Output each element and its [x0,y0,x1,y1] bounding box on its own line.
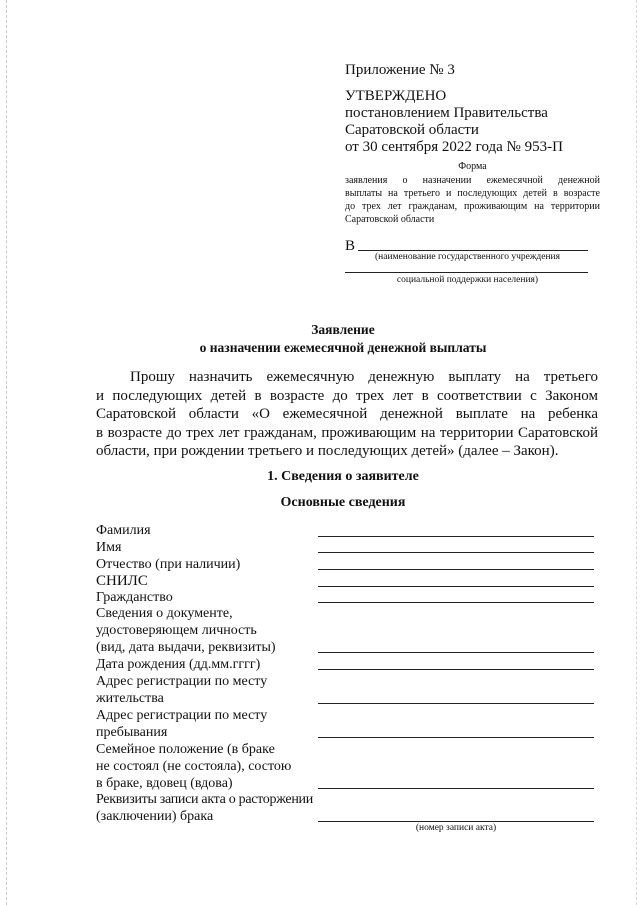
document-subtitle: о назначении ежемесячной денежной выплаты [199,340,487,355]
input-stay-address[interactable] [318,737,594,738]
request-line: Прошу назначить ежемесячную денежную выплату на третьего [130,369,598,385]
label-id-document-2: удостоверяющем личность [96,623,257,638]
document-title: Заявление [311,322,375,337]
input-residence-address[interactable] [318,703,594,704]
input-marital-status[interactable] [318,788,594,789]
form-label: Форма [458,161,487,172]
request-line: и последующих детей в возрасте до трех лет в соответствии с Законом [96,387,598,404]
input-surname[interactable] [318,536,594,537]
input-birth-date[interactable] [318,669,594,670]
marriage-act-caption: (номер записи акта) [415,823,497,833]
section-1-title: 1. Сведения о заявителе [267,469,419,484]
label-marital-status-1: Семейное положение (в браке [96,742,275,757]
label-citizenship: Гражданство [96,590,173,605]
label-residence-address-2: жительства [96,691,164,706]
label-name: Имя [96,540,122,555]
request-paragraph [96,368,598,461]
form-description [345,174,600,226]
addressee-line-2[interactable] [345,272,588,273]
label-marriage-act-1: Реквизиты записи акта о расторжении [96,792,313,807]
label-residence-address-1: Адрес регистрации по месту [96,674,268,689]
request-line: области, при рождении третьего и последующих детей» (далее – Закон). [96,443,559,459]
label-marital-status-2: не состоял (не состояла), состою [96,759,292,774]
input-citizenship[interactable] [318,602,594,603]
appendix-number: Приложение № 3 [345,62,455,78]
input-id-document[interactable] [318,652,594,653]
form-description-line: Саратовской области [345,214,435,225]
form-description-line: заявления о назначении ежемесячной денежной [345,175,600,186]
label-id-document-1: Сведения о документе, [96,606,233,621]
input-snils[interactable] [318,586,594,587]
label-birth-date: Дата рождения (дд.мм.гггг) [96,657,261,672]
label-id-document-3: (вид, дата выдачи, реквизиты) [96,640,276,655]
label-marriage-act-2: (заключении) брака [96,809,214,824]
label-stay-address-2: пребывания [96,725,168,740]
scan-left-border [6,0,8,905]
label-snils: СНИЛС [96,573,148,589]
label-stay-address-1: Адрес регистрации по месту [96,708,268,723]
label-marital-status-3: в браке, вдовец (вдова) [96,776,233,791]
addressee-line-1[interactable] [358,250,588,251]
scan-right-border [636,0,638,905]
section-1-subtitle: Основные сведения [280,495,406,510]
addressee-caption-1: (наименование государственного учреждения [375,252,560,262]
addressee-caption-2: социальной поддержки населения) [396,275,539,285]
label-patronymic: Отчество (при наличии) [96,557,241,572]
approved-by: постановлением Правительства [345,105,548,121]
input-name[interactable] [318,552,594,553]
addressee-prefix: В [345,238,356,254]
request-line: Саратовской области «О ежемесячной денежной выплате на ребенка [96,406,598,422]
approved-region: Саратовской области [345,122,479,138]
approved-stamp: УТВЕРЖДЕНО [345,88,447,104]
approved-date-number: от 30 сентября 2022 года № 953-П [345,139,563,155]
request-line: в возрасте до трех лет гражданам, проживающим на территории Саратовской [96,424,598,441]
form-description-line: до трех лет гражданам, проживающим на территории [345,201,600,212]
form-description-line: выплаты на третьего и последующих детей в возрасте [345,188,600,199]
input-patronymic[interactable] [318,569,594,570]
label-surname: Фамилия [96,523,151,538]
input-marriage-act[interactable] [318,821,594,822]
